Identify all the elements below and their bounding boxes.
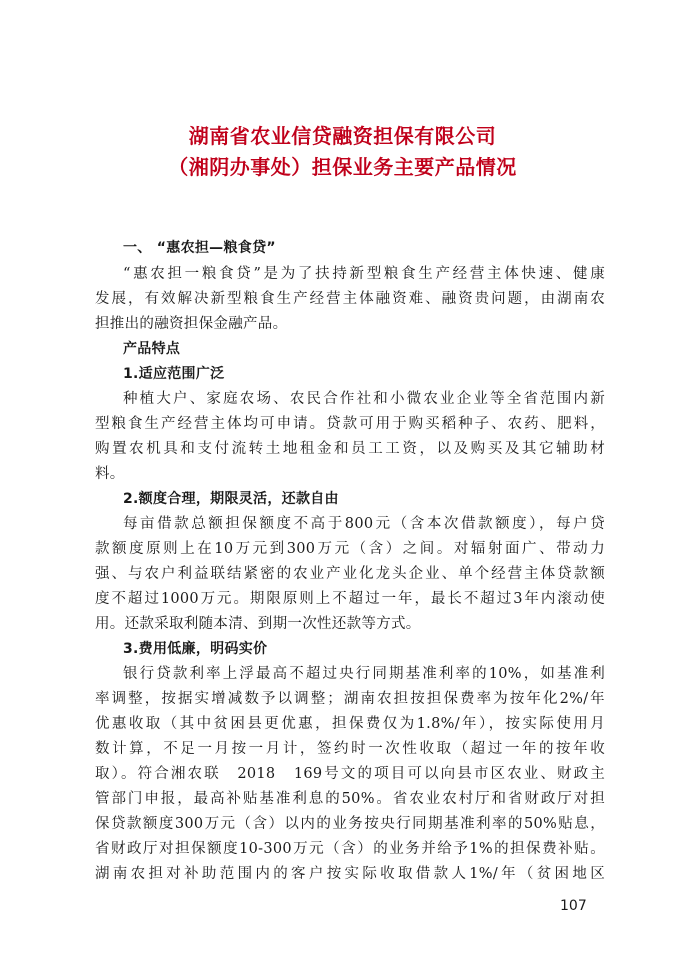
intro-line: 担推出的融资担保金融产品。: [95, 316, 288, 332]
feature-3-line: 湖南农担对补助范围内的客户按实际收取借款人1%/年（贫困地区: [95, 866, 605, 882]
page-number: 107: [560, 898, 587, 914]
feature-3-line: 率调整，按据实增减数予以调整；湖南农担按担保费率为按年化2%/年: [95, 691, 605, 707]
feature-2-line: 用。还款采取利随本清、到期一次性还款等方式。: [95, 616, 421, 632]
feature-3-line: 银行贷款利率上浮最高不超过央行同期基准利率的10%，如基准利: [123, 666, 605, 682]
feature-3-line: 省财政厅对担保额度10-300万元（含）的业务并给予1%的担保费补贴。: [95, 841, 605, 857]
feature-3-heading: 3.费用低廉，明码实价: [123, 641, 268, 657]
feature-3-line: 数计算，不足一月按一月计，签约时一次性收取（超过一年的按年收: [95, 741, 605, 757]
feature-1-line: 种植大户、家庭农场、农民合作社和小微农业企业等全省范围内新: [123, 391, 605, 407]
feature-1-heading: 1.适应范围广泛: [123, 366, 225, 382]
document-title-line-1: 湖南省农业信贷融资担保有限公司: [188, 124, 497, 148]
intro-line: “惠农担一粮食贷”是为了扶持新型粮食生产经营主体快速、健康: [123, 266, 605, 282]
feature-1-line: 料。: [95, 466, 125, 482]
feature-2-line: 强、与农户利益联结紧密的农业产业化龙头企业、单个经营主体贷款额: [95, 566, 605, 582]
section-heading: 一、 “惠农担—粮食贷”: [123, 240, 276, 256]
feature-2-heading: 2.额度合理，期限灵活，还款自由: [123, 491, 339, 507]
intro-line: 发展，有效解决新型粮食生产经营主体融资难、融资贵问题，由湖南农: [95, 291, 605, 307]
document-title-line-2: （湘阴办事处）担保业务主要产品情况: [168, 155, 517, 179]
feature-3-line: 优惠收取（其中贫困县更优惠，担保费仅为1.8%/年），按实际使用月: [95, 716, 605, 732]
feature-2-line: 每亩借款总额担保额度不高于800元（含本次借款额度），每户贷: [123, 516, 605, 532]
feature-2-line: 款额度原则上在10万元到300万元（含）之间。对辐射面广、带动力: [95, 541, 605, 557]
features-heading: 产品特点: [123, 341, 181, 357]
feature-3-line: 取）。符合湘农联 2018 169号文的项目可以向县市区农业、财政主: [95, 766, 605, 782]
feature-1-line: 购置农机具和支付流转土地租金和员工工资，以及购买及其它辅助材: [95, 441, 605, 457]
feature-1-line: 型粮食生产经营主体均可申请。贷款可用于购买稻种子、农药、肥料，: [95, 416, 605, 432]
feature-3-line: 保贷款额度300万元（含）以内的业务按央行同期基准利率的50%贴息，: [95, 816, 605, 832]
feature-3-line: 管部门申报，最高补贴基准利息的50%。省农业农村厅和省财政厅对担: [95, 791, 605, 807]
feature-2-line: 度不超过1000万元。期限原则上不超过一年，最长不超过3年内滚动使: [95, 591, 605, 607]
